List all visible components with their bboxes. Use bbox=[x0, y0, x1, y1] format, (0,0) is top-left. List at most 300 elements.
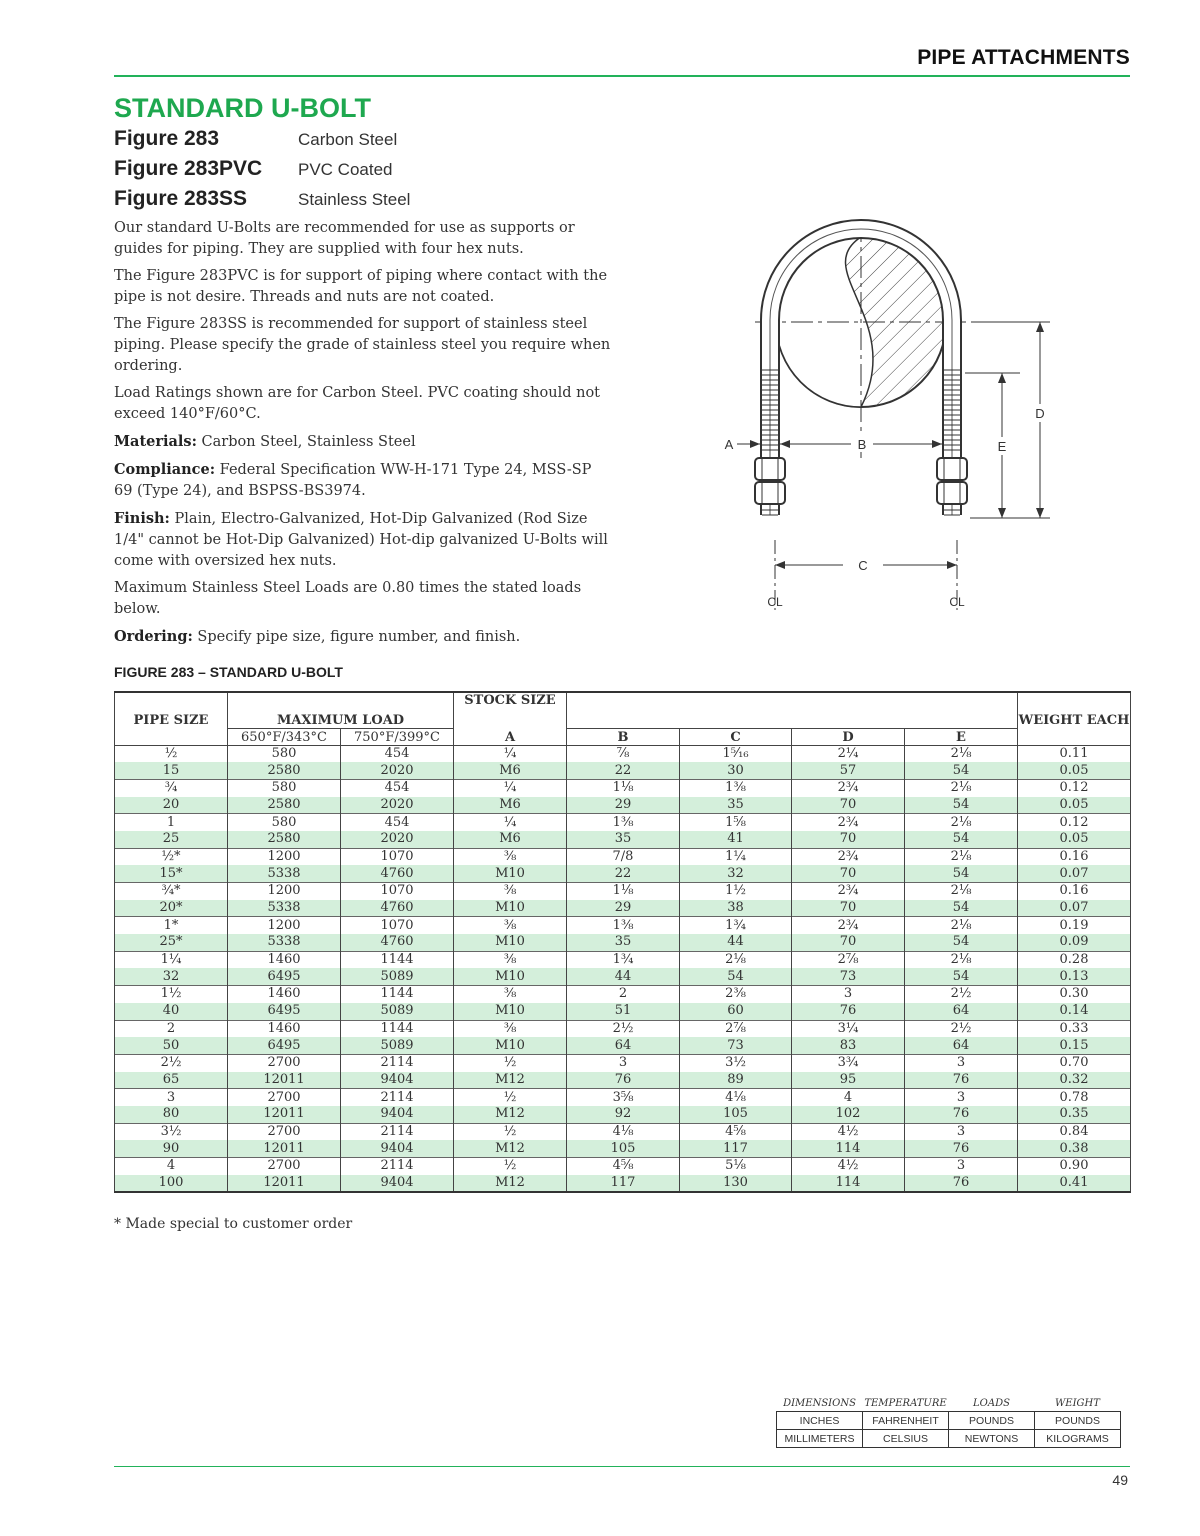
units-header: LOADS bbox=[973, 1398, 1010, 1409]
table-cell: 1⁵⁄₁₆ bbox=[680, 745, 792, 762]
table-cell: 4760 bbox=[341, 934, 454, 951]
table-cell: ⅜ bbox=[454, 951, 567, 968]
table-cell: 12011 bbox=[228, 1175, 341, 1193]
table-cell: 70 bbox=[792, 797, 905, 814]
dim-label-e: E bbox=[997, 439, 1007, 454]
table-cell: 0.12 bbox=[1018, 814, 1131, 831]
header-stock: STOCK SIZE bbox=[454, 692, 567, 708]
table-cell: 2⅛ bbox=[905, 779, 1018, 796]
table-cell: 0.84 bbox=[1018, 1123, 1131, 1140]
table-cell: M10 bbox=[454, 1003, 567, 1020]
table-cell: 1070 bbox=[341, 848, 454, 865]
table-cell: 1* bbox=[115, 917, 228, 934]
finish-line bbox=[114, 508, 614, 572]
table-cell: 0.16 bbox=[1018, 883, 1131, 900]
table-cell: 3 bbox=[567, 1054, 680, 1071]
table-cell: 89 bbox=[680, 1072, 792, 1089]
table-cell: 76 bbox=[567, 1072, 680, 1089]
table-cell: 3¼ bbox=[792, 1020, 905, 1037]
product-title: STANDARD U-BOLT bbox=[114, 93, 371, 123]
table-cell: 44 bbox=[567, 968, 680, 985]
table-cell: 95 bbox=[792, 1072, 905, 1089]
compliance-value: Federal Specification WW-H-171 Type 24, MSS-SP 69 (Type 24), and BSPSS-BS3974. bbox=[114, 462, 592, 499]
dim-label-d: D bbox=[1035, 406, 1045, 421]
table-cell: 32 bbox=[680, 865, 792, 882]
table-cell: 2⅛ bbox=[905, 848, 1018, 865]
table-cell: 9404 bbox=[341, 1175, 454, 1193]
table-cell: 2½ bbox=[905, 1020, 1018, 1037]
table-cell: 4760 bbox=[341, 900, 454, 917]
table-cell: ⅜ bbox=[454, 848, 567, 865]
table-cell: ½ bbox=[454, 1089, 567, 1106]
table-cell: 117 bbox=[567, 1175, 680, 1193]
table-cell: 100 bbox=[115, 1175, 228, 1193]
table-row bbox=[115, 1158, 1131, 1175]
load-rating-note: Load Ratings shown are for Carbon Steel. PVC coating should not exceed 140°F/60°C. bbox=[114, 385, 600, 422]
units-legend bbox=[776, 1398, 1121, 1448]
table-cell: 54 bbox=[905, 968, 1018, 985]
table-row bbox=[115, 814, 1131, 831]
table-row bbox=[115, 1106, 1131, 1123]
table-row bbox=[115, 951, 1131, 968]
table-cell: 1¼ bbox=[115, 951, 228, 968]
table-cell: 2580 bbox=[228, 831, 341, 848]
materials-value: Carbon Steel, Stainless Steel bbox=[196, 434, 416, 450]
table-cell: 2 bbox=[567, 986, 680, 1003]
table-cell: M12 bbox=[454, 1106, 567, 1123]
header-rule bbox=[114, 75, 1130, 77]
table-cell: 90 bbox=[115, 1140, 228, 1157]
table-cell: 2⅛ bbox=[905, 814, 1018, 831]
table-cell: 70 bbox=[792, 934, 905, 951]
table-cell: 2114 bbox=[341, 1123, 454, 1140]
table-cell: 1144 bbox=[341, 951, 454, 968]
figure-material: PVC Coated bbox=[298, 160, 393, 179]
table-cell: M10 bbox=[454, 1037, 567, 1054]
table-cell: 25* bbox=[115, 934, 228, 951]
table-cell: M10 bbox=[454, 900, 567, 917]
units-header: WEIGHT bbox=[1055, 1398, 1100, 1409]
table-cell: 2½ bbox=[905, 986, 1018, 1003]
table-cell: 1200 bbox=[228, 848, 341, 865]
table-cell: 0.07 bbox=[1018, 900, 1131, 917]
table-cell: 2¾ bbox=[792, 883, 905, 900]
table-cell: 580 bbox=[228, 745, 341, 762]
ordering-label: Ordering: bbox=[114, 628, 193, 645]
dim-label-b: B bbox=[857, 437, 867, 452]
table-cell: M6 bbox=[454, 797, 567, 814]
table-cell: 9404 bbox=[341, 1106, 454, 1123]
table-cell: 2⅜ bbox=[680, 986, 792, 1003]
table-cell: 54 bbox=[905, 831, 1018, 848]
section-title: PIPE ATTACHMENTS bbox=[917, 46, 1130, 69]
table-cell: 15 bbox=[115, 762, 228, 779]
table-cell: 2114 bbox=[341, 1158, 454, 1175]
table-cell: 0.70 bbox=[1018, 1054, 1131, 1071]
table-cell: 0.30 bbox=[1018, 986, 1131, 1003]
table-cell: 76 bbox=[905, 1175, 1018, 1193]
table-cell: 50 bbox=[115, 1037, 228, 1054]
table-cell: 0.38 bbox=[1018, 1140, 1131, 1157]
table-cell: 2⅛ bbox=[680, 951, 792, 968]
dim-label-c: C bbox=[858, 558, 868, 573]
table-cell: 5089 bbox=[341, 1037, 454, 1054]
table-cell: 54 bbox=[905, 934, 1018, 951]
table-cell: 64 bbox=[567, 1037, 680, 1054]
table-row bbox=[115, 779, 1131, 796]
table-cell: 76 bbox=[792, 1003, 905, 1020]
table-cell: 114 bbox=[792, 1140, 905, 1157]
table-cell: 1⅝ bbox=[680, 814, 792, 831]
table-cell: 2 bbox=[115, 1020, 228, 1037]
header-stock-a: A bbox=[454, 728, 567, 745]
table-cell: 9404 bbox=[341, 1140, 454, 1157]
materials-line bbox=[114, 431, 614, 453]
table-cell: 117 bbox=[680, 1140, 792, 1157]
table-cell: 5338 bbox=[228, 934, 341, 951]
table-cell: 580 bbox=[228, 814, 341, 831]
units-metric: CELSIUS bbox=[863, 1430, 949, 1448]
units-imperial: POUNDS bbox=[949, 1412, 1035, 1430]
table-cell: ⅜ bbox=[454, 986, 567, 1003]
table-cell: 1 bbox=[115, 814, 228, 831]
table-cell: 105 bbox=[680, 1106, 792, 1123]
materials-label: Materials: bbox=[114, 433, 197, 450]
table-cell: 4½ bbox=[792, 1158, 905, 1175]
table-cell: 114 bbox=[792, 1175, 905, 1193]
table-cell: 1¼ bbox=[680, 848, 792, 865]
table-cell: 1460 bbox=[228, 951, 341, 968]
table-row bbox=[115, 934, 1131, 951]
table-cell: 29 bbox=[567, 797, 680, 814]
table-cell: 80 bbox=[115, 1106, 228, 1123]
header-max-load: MAXIMUM LOAD bbox=[228, 692, 454, 728]
table-cell: 0.19 bbox=[1018, 917, 1131, 934]
table-cell: 0.09 bbox=[1018, 934, 1131, 951]
table-cell: 12011 bbox=[228, 1140, 341, 1157]
table-row bbox=[115, 883, 1131, 900]
table-cell: 2⅛ bbox=[905, 951, 1018, 968]
table-cell: 32 bbox=[115, 968, 228, 985]
table-cell: 70 bbox=[792, 831, 905, 848]
table-cell: 130 bbox=[680, 1175, 792, 1193]
table-cell: 2½ bbox=[567, 1020, 680, 1037]
table-cell: 5089 bbox=[341, 1003, 454, 1020]
table-cell: 2⅛ bbox=[905, 745, 1018, 762]
table-cell: M10 bbox=[454, 865, 567, 882]
table-row bbox=[115, 986, 1131, 1003]
header-dim-e: E bbox=[905, 728, 1018, 745]
table-cell: 54 bbox=[905, 900, 1018, 917]
figure-row bbox=[114, 187, 410, 211]
table-cell: 6495 bbox=[228, 1003, 341, 1020]
table-cell: 2700 bbox=[228, 1158, 341, 1175]
table-cell: 1200 bbox=[228, 883, 341, 900]
table-cell: 83 bbox=[792, 1037, 905, 1054]
compliance-line bbox=[114, 459, 614, 502]
table-cell: 73 bbox=[792, 968, 905, 985]
table-cell: 2¼ bbox=[792, 745, 905, 762]
table-cell: 57 bbox=[792, 762, 905, 779]
table-cell: 4 bbox=[792, 1089, 905, 1106]
table-cell: 20* bbox=[115, 900, 228, 917]
table-cell: 0.32 bbox=[1018, 1072, 1131, 1089]
table-cell: 3½ bbox=[115, 1123, 228, 1140]
table-cell: 580 bbox=[228, 779, 341, 796]
table-cell: ¾* bbox=[115, 883, 228, 900]
table-cell: 0.33 bbox=[1018, 1020, 1131, 1037]
table-cell: 60 bbox=[680, 1003, 792, 1020]
header-pipe-size: PIPE SIZE bbox=[115, 692, 228, 728]
table-cell: 0.12 bbox=[1018, 779, 1131, 796]
table-cell: 20 bbox=[115, 797, 228, 814]
table-cell: 0.07 bbox=[1018, 865, 1131, 882]
figure-material: Stainless Steel bbox=[298, 190, 411, 209]
table-cell: 2114 bbox=[341, 1089, 454, 1106]
table-cell: 1¾ bbox=[567, 951, 680, 968]
table-cell: 4760 bbox=[341, 865, 454, 882]
table-cell: M10 bbox=[454, 968, 567, 985]
table-cell: 1460 bbox=[228, 986, 341, 1003]
table-cell: 35 bbox=[567, 831, 680, 848]
table-cell: 0.05 bbox=[1018, 797, 1131, 814]
table-cell: 54 bbox=[680, 968, 792, 985]
table-row bbox=[115, 1089, 1131, 1106]
table-cell: ½* bbox=[115, 848, 228, 865]
figure-material: Carbon Steel bbox=[298, 130, 398, 149]
table-cell: 25 bbox=[115, 831, 228, 848]
table-cell: ⅜ bbox=[454, 917, 567, 934]
table-cell: 1144 bbox=[341, 1020, 454, 1037]
table-cell: 3 bbox=[905, 1089, 1018, 1106]
units-imperial: FAHRENHEIT bbox=[863, 1412, 949, 1430]
table-cell: 92 bbox=[567, 1106, 680, 1123]
header-weight: WEIGHT EACH bbox=[1018, 692, 1131, 728]
table-cell: 2½ bbox=[115, 1054, 228, 1071]
table-cell: 2580 bbox=[228, 762, 341, 779]
table-cell: 2580 bbox=[228, 797, 341, 814]
table-cell: 1⅜ bbox=[567, 814, 680, 831]
table-cell: 454 bbox=[341, 814, 454, 831]
table-cell: 1200 bbox=[228, 917, 341, 934]
table-row bbox=[115, 900, 1131, 917]
table-row bbox=[115, 762, 1131, 779]
description-paragraph: Our standard U-Bolts are recommended for use as supports or guides for piping. They are supplied with four hex nuts. bbox=[114, 220, 575, 257]
table-cell: 5⅛ bbox=[680, 1158, 792, 1175]
ordering-line bbox=[114, 626, 614, 648]
table-cell: 0.28 bbox=[1018, 951, 1131, 968]
table-cell: 0.78 bbox=[1018, 1089, 1131, 1106]
header-load-650: 650°F/343°C bbox=[228, 728, 341, 745]
figure-row bbox=[114, 157, 393, 181]
table-cell: ⅞ bbox=[567, 745, 680, 762]
table-cell: 2700 bbox=[228, 1089, 341, 1106]
table-cell: 3 bbox=[905, 1054, 1018, 1071]
table-cell: 30 bbox=[680, 762, 792, 779]
table-cell: 4⅝ bbox=[680, 1123, 792, 1140]
table-cell: 76 bbox=[905, 1140, 1018, 1157]
table-row bbox=[115, 797, 1131, 814]
table-row bbox=[115, 917, 1131, 934]
table-cell: 1½ bbox=[115, 986, 228, 1003]
table-row bbox=[115, 1037, 1131, 1054]
table-cell: 35 bbox=[567, 934, 680, 951]
table-cell: 54 bbox=[905, 797, 1018, 814]
table-cell: 105 bbox=[567, 1140, 680, 1157]
table-cell: 0.35 bbox=[1018, 1106, 1131, 1123]
table-cell: 0.14 bbox=[1018, 1003, 1131, 1020]
finish-label: Finish: bbox=[114, 510, 170, 527]
table-cell: 2⅛ bbox=[905, 917, 1018, 934]
figure-number: Figure 283 bbox=[114, 127, 220, 150]
hex-nuts bbox=[755, 458, 967, 504]
spec-table bbox=[114, 691, 1131, 1193]
header-dim-b: B bbox=[567, 728, 680, 745]
table-cell: 1½ bbox=[680, 883, 792, 900]
table-cell: 3 bbox=[905, 1158, 1018, 1175]
table-row bbox=[115, 1054, 1131, 1071]
table-cell: 1070 bbox=[341, 917, 454, 934]
table-cell: 1144 bbox=[341, 986, 454, 1003]
table-cell: 0.15 bbox=[1018, 1037, 1131, 1054]
table-cell: 0.90 bbox=[1018, 1158, 1131, 1175]
table-cell: 2700 bbox=[228, 1054, 341, 1071]
table-row bbox=[115, 831, 1131, 848]
table-cell: M12 bbox=[454, 1175, 567, 1193]
table-cell: 2114 bbox=[341, 1054, 454, 1071]
table-cell: 0.11 bbox=[1018, 745, 1131, 762]
table-cell: 22 bbox=[567, 762, 680, 779]
table-cell: 15* bbox=[115, 865, 228, 882]
table-row bbox=[115, 1123, 1131, 1140]
compliance-label: Compliance: bbox=[114, 461, 216, 478]
units-imperial: POUNDS bbox=[1035, 1412, 1121, 1430]
units-metric: KILOGRAMS bbox=[1035, 1430, 1121, 1448]
table-cell: 2¾ bbox=[792, 779, 905, 796]
table-cell: 1070 bbox=[341, 883, 454, 900]
table-cell: 1¾ bbox=[680, 917, 792, 934]
description-paragraph: The Figure 283SS is recommended for support of stainless steel piping. Please specify the grade of stainless steel you require when ordering. bbox=[114, 316, 611, 374]
table-cell: 12011 bbox=[228, 1072, 341, 1089]
finish-value: Plain, Electro-Galvanized, Hot-Dip Galvanized (Rod Size 1/4" cannot be Hot-Dip Galvanized) Hot-dip galvanized U-Bolts will come with oversized hex nuts. bbox=[114, 511, 608, 569]
table-cell: 12011 bbox=[228, 1106, 341, 1123]
table-cell: 29 bbox=[567, 900, 680, 917]
table-cell: ¼ bbox=[454, 814, 567, 831]
table-cell: 2⅛ bbox=[905, 883, 1018, 900]
table-cell: ½ bbox=[115, 745, 228, 762]
table-cell: 4⅝ bbox=[567, 1158, 680, 1175]
table-cell: M10 bbox=[454, 934, 567, 951]
table-cell: 2¾ bbox=[792, 917, 905, 934]
table-row bbox=[115, 1140, 1131, 1157]
table-cell: M12 bbox=[454, 1140, 567, 1157]
table-cell: 41 bbox=[680, 831, 792, 848]
table-cell: 70 bbox=[792, 865, 905, 882]
table-cell: M12 bbox=[454, 1072, 567, 1089]
spec-table-body bbox=[115, 745, 1131, 1192]
table-row bbox=[115, 1003, 1131, 1020]
table-row bbox=[115, 865, 1131, 882]
table-cell: 64 bbox=[905, 1037, 1018, 1054]
table-cell: 2700 bbox=[228, 1123, 341, 1140]
table-cell: 0.05 bbox=[1018, 762, 1131, 779]
table-cell: 3 bbox=[115, 1089, 228, 1106]
table-cell: 51 bbox=[567, 1003, 680, 1020]
table-cell: 9404 bbox=[341, 1072, 454, 1089]
table-row bbox=[115, 1072, 1131, 1089]
table-cell: 38 bbox=[680, 900, 792, 917]
table-cell: 3 bbox=[792, 986, 905, 1003]
table-cell: 2¾ bbox=[792, 814, 905, 831]
page-number: 49 bbox=[1112, 1472, 1128, 1488]
table-cell: 2020 bbox=[341, 762, 454, 779]
footer-rule bbox=[114, 1466, 1130, 1467]
table-cell: 2⅞ bbox=[792, 951, 905, 968]
header-dim-c: C bbox=[680, 728, 792, 745]
table-cell: 70 bbox=[792, 900, 905, 917]
units-imperial: INCHES bbox=[777, 1412, 863, 1430]
table-cell: 2020 bbox=[341, 831, 454, 848]
table-cell: 1⅛ bbox=[567, 779, 680, 796]
description-paragraph: The Figure 283PVC is for support of piping where contact with the pipe is not desire. Threads and nuts are not coated. bbox=[114, 268, 608, 305]
table-cell: 3 bbox=[905, 1123, 1018, 1140]
table-cell: ⅜ bbox=[454, 883, 567, 900]
ordering-value: Specify pipe size, figure number, and finish. bbox=[192, 629, 521, 645]
table-cell: 76 bbox=[905, 1106, 1018, 1123]
table-cell: 1460 bbox=[228, 1020, 341, 1037]
u-bolt-diagram bbox=[715, 210, 1065, 620]
table-cell: 65 bbox=[115, 1072, 228, 1089]
product-description bbox=[114, 218, 614, 654]
table-title: FIGURE 283 – STANDARD U-BOLT bbox=[114, 664, 343, 680]
table-cell: 2020 bbox=[341, 797, 454, 814]
table-cell: 4 bbox=[115, 1158, 228, 1175]
header-load-750: 750°F/399°C bbox=[341, 728, 454, 745]
table-cell: 64 bbox=[905, 1003, 1018, 1020]
table-row bbox=[115, 848, 1131, 865]
table-cell: ¼ bbox=[454, 745, 567, 762]
units-metric: MILLIMETERS bbox=[777, 1430, 863, 1448]
footnote: * Made special to customer order bbox=[114, 1216, 353, 1232]
table-row bbox=[115, 1020, 1131, 1037]
table-row bbox=[115, 968, 1131, 985]
table-row bbox=[115, 1175, 1131, 1193]
figure-row bbox=[114, 127, 397, 151]
table-cell: ½ bbox=[454, 1158, 567, 1175]
table-cell: 54 bbox=[905, 762, 1018, 779]
table-cell: 22 bbox=[567, 865, 680, 882]
table-cell: 4½ bbox=[792, 1123, 905, 1140]
table-cell: M6 bbox=[454, 831, 567, 848]
table-cell: 1⅜ bbox=[567, 917, 680, 934]
table-cell: 7/8 bbox=[567, 848, 680, 865]
table-cell: 3½ bbox=[680, 1054, 792, 1071]
table-cell: 5338 bbox=[228, 900, 341, 917]
figure-number: Figure 283PVC bbox=[114, 157, 263, 180]
table-row bbox=[115, 745, 1131, 762]
header-dim-d: D bbox=[792, 728, 905, 745]
centerline-label: CL bbox=[767, 595, 783, 609]
table-cell: 454 bbox=[341, 779, 454, 796]
table-cell: 6495 bbox=[228, 968, 341, 985]
table-cell: 2¾ bbox=[792, 848, 905, 865]
table-cell: 76 bbox=[905, 1072, 1018, 1089]
stainless-note: Maximum Stainless Steel Loads are 0.80 times the stated loads below. bbox=[114, 580, 582, 617]
table-cell: M6 bbox=[454, 762, 567, 779]
figure-number: Figure 283SS bbox=[114, 187, 248, 210]
table-cell: 6495 bbox=[228, 1037, 341, 1054]
table-cell: 0.16 bbox=[1018, 848, 1131, 865]
